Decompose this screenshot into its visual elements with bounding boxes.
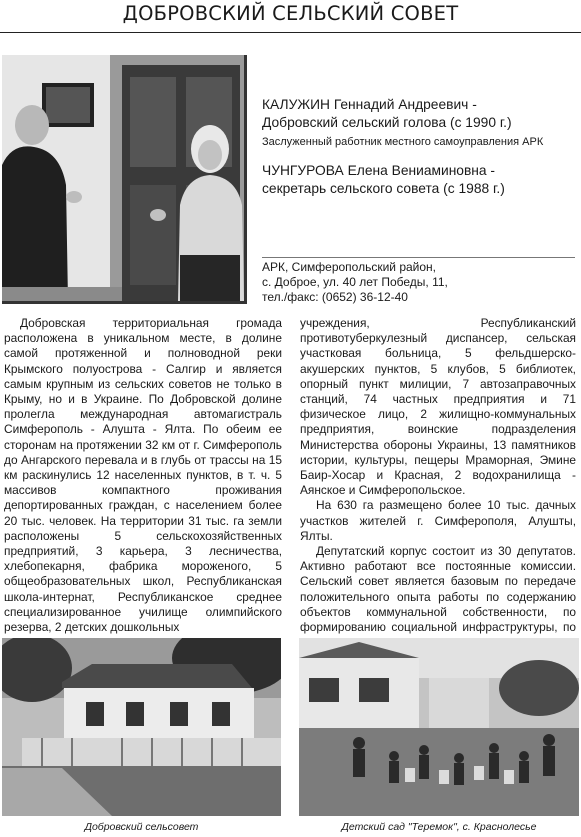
kindergarten-photo [299,638,579,816]
council-building-photo [2,638,281,816]
address-line: с. Доброе, ул. 40 лет Победы, 11, [262,275,448,290]
address-block [262,260,577,306]
page-title: ДОБРОВСКИЙ СЕЛЬСКИЙ СОВЕТ [122,2,459,25]
phone-line: тел./факс: (0652) 36-12-40 [262,290,408,305]
official-2-name: ЧУНГУРОВА Елена Вениаминовна - [262,163,496,178]
address-divider [262,257,575,258]
title-divider [0,32,581,33]
official-1-honor: Заслуженный работник местного самоуправления АРК [262,136,544,148]
address-line: АРК, Симферопольский район, [262,260,437,274]
paragraph: Депутатский корпус состоит из 30 депутатов. Активно работают все постоянные комиссии. Сельский совет является базовым по передаче положительного опыта работы по содержанию объектов коммунальной собственности, по формированию социальной инфраструктуры, по [300,544,576,635]
official-2-position: секретарь сельского совета (с 1988 г.) [262,181,505,196]
official-1-name: КАЛУЖИН Геннадий Андреевич - [262,97,477,112]
paragraph: учреждения, Республиканский противотуберкулезный диспансер, сельская участковая больница, 5 фельдшерско-акушерских пунктов, 5 клубов, 5 библиотек, опорный пункт милиции, 7 автозаправочных станций, 74 частных предприятия и 71 физическое лицо, 2 жилищно-коммунальных предприятия, воинские подразделения Министерства обороны Украины, 13 памятников истории, культуры, пещеры Мраморная, Эмине Баир-Хосар и Красная, 2 водохранилища - Аянское и Симферопольское. [300,316,576,498]
article-column-2 [300,316,576,650]
officials-photo [2,55,247,304]
official-1-position: Добровский сельский голова (с 1990 г.) [262,115,512,130]
article-column-1 [4,316,282,635]
officials-list [262,96,577,198]
photo-caption-left: Добровский сельсовет [84,821,199,833]
paragraph: На 630 га размещено более 10 тыс. дачных участков жителей г. Симферополя, Алушты, Ялты. [300,498,576,543]
photo-caption-right: Детский сад "Теремок", с. Краснолесье [341,821,537,833]
paragraph: Добровская территориальная громада расположена в уникальном месте, в долине самой протяженной и полноводной реки Крымского полуострова - Салгир и является самым крупным из сельских советов не только в Крыму, но и в Украине. По Добровской долине пролегла международная автомагистраль Симферополь - Алушта - Ялта. По обеим ее сторонам на протяжении 32 км от г. Симферополь до Ангарского перевала и в глубь от трассы на 15 км раскинулись 12 населенных пунктов, в т. ч. 5 массивов компактного проживания депортированных граждан, с населением более 20 тыс. человек. На территории 31 тыс. га земли расположены 5 сельскохозяйственных предприятий, 3 карьера, 3 лесничества, хлебопекарня, фабрика мороженого, 5 общеобразовательных школ, Республиканская школа-интернат, Республиканское среднее специализированное училище олимпийского резерва, 2 детских дошкольных [4,316,282,635]
